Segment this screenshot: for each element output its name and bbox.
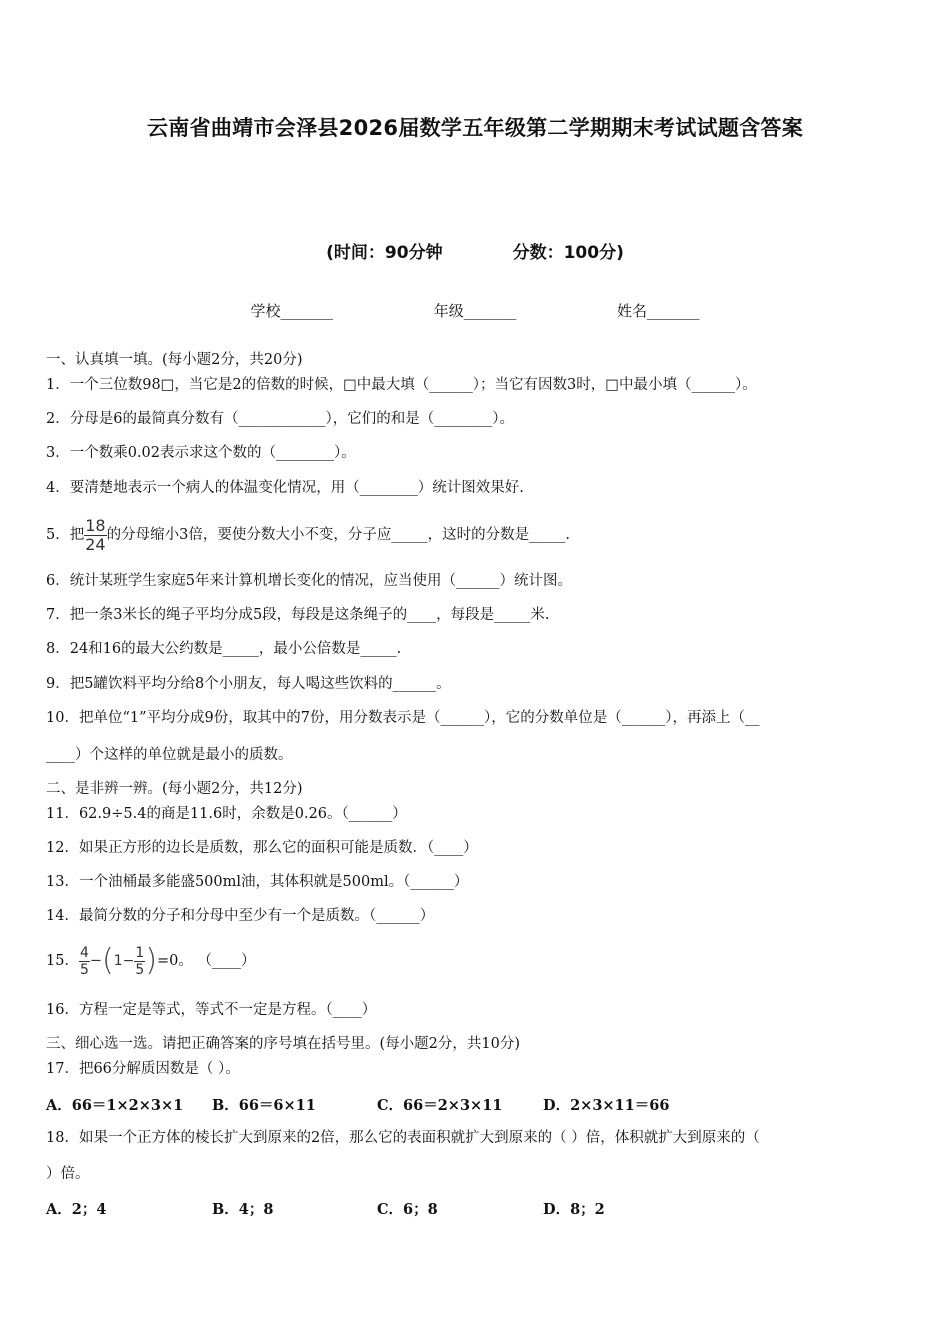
question-4: 4．要清楚地表示一个病人的体温变化情况，用（________）统计图效果好. <box>46 480 524 496</box>
question-12: 12．如果正方形的边长是质数，那么它的面积可能是质数．（____） <box>46 840 478 856</box>
exam-time: (时间：90分钟 <box>326 243 443 263</box>
q17-option-b[interactable]: B．66＝6×11 <box>212 1097 316 1114</box>
exam-score: 分数：100分) <box>512 243 624 263</box>
question-18-line-2: ）倍。 <box>46 1166 90 1182</box>
document-title: 云南省曲靖市会泽县2026届数学五年级第二学期期末考试试题含答案 <box>146 116 804 140</box>
fraction-4-5 <box>79 946 90 977</box>
fraction-denominator: 24 <box>85 534 106 554</box>
name-field[interactable]: 姓名_______ <box>617 302 700 320</box>
minus-sign: − <box>89 953 103 969</box>
question-15-prefix: 15． <box>46 953 79 969</box>
question-6: 6．统计某班学生家庭5年来计算机增长变化的情况，应当使用（______）统计图。 <box>46 573 572 589</box>
one-minus: 1− <box>113 953 135 969</box>
exam-meta <box>0 238 950 263</box>
section-1-heading: 一、认真填一填。(每小题2分，共20分) <box>46 352 303 368</box>
question-1: 1．一个三位数98□，当它是2的倍数的时候，□中最大填（______）；当它有因数3时，□中最小填（______）。 <box>46 377 757 393</box>
school-field[interactable]: 学校_______ <box>250 302 333 320</box>
question-3: 3．一个数乘0.02表示求这个数的（________）。 <box>46 445 356 461</box>
question-5-suffix: 的分母缩小3倍，要使分数大小不变，分子应_____，这时的分数是_____. <box>106 527 570 543</box>
q17-option-c[interactable]: C．66＝2×3×11 <box>377 1097 503 1114</box>
question-5 <box>46 512 570 558</box>
question-2: 2．分母是6的最简真分数有（____________），它们的和是（________）。 <box>46 411 514 427</box>
question-14: 14．最简分数的分子和分母中至少有一个是质数。（______） <box>46 908 435 924</box>
question-9: 9．把5罐饮料平均分给8个小朋友，每人喝这些饮料的______。 <box>46 676 451 692</box>
question-17: 17．把66分解质因数是（ ）。 <box>46 1061 240 1077</box>
question-13: 13．一个油桶最多能盛500ml油，其体积就是500ml。（______） <box>46 874 469 890</box>
question-11: 11．62.9÷5.4的商是11.6时，余数是0.26。（______） <box>46 806 407 822</box>
fraction-numerator: 1 <box>135 944 145 961</box>
section-2-heading: 二、是非辨一辨。(每小题2分，共12分) <box>46 781 303 797</box>
question-15-suffix: =0。 （____） <box>157 953 256 969</box>
question-10-line-2: ____）个这样的单位就是最小的质数。 <box>46 747 293 763</box>
question-18-line-1: 18．如果一个正方体的棱长扩大到原来的2倍，那么它的表面积就扩大到原来的（ ）倍，体积就扩大到原来的（ <box>46 1130 760 1146</box>
section-3-heading: 三、细心选一选。请把正确答案的序号填在括号里。(每小题2分，共10分) <box>46 1036 520 1052</box>
question-7: 7．把一条3米长的绳子平均分成5段，每段是这条绳子的____，每段是_____米. <box>46 607 550 623</box>
fraction-denominator: 5 <box>79 961 89 978</box>
fraction-1-5 <box>134 946 145 977</box>
fraction-numerator: 18 <box>85 515 106 535</box>
q17-option-a[interactable]: A．66＝1×2×3×1 <box>46 1097 184 1114</box>
left-paren-icon: ( <box>102 943 114 978</box>
question-16: 16．方程一定是等式，等式不一定是方程。（____） <box>46 1002 377 1018</box>
right-paren-icon: ) <box>145 943 158 978</box>
fraction-numerator: 4 <box>79 944 89 961</box>
q18-option-d[interactable]: D．8；2 <box>543 1201 605 1218</box>
q18-option-c[interactable]: C．6；8 <box>377 1201 438 1218</box>
question-8: 8．24和16的最大公约数是_____，最小公倍数是_____. <box>46 641 402 657</box>
q18-option-a[interactable]: A．2；4 <box>46 1201 107 1218</box>
fraction-18-24 <box>84 515 106 554</box>
fraction-denominator: 5 <box>135 961 145 978</box>
question-10-line-1: 10．把单位“1”平均分成9份，取其中的7份，用分数表示是（______），它的分数单位是（______），再添上（__ <box>46 710 760 726</box>
question-5-prefix: 5．把 <box>46 527 85 543</box>
student-info <box>0 300 950 321</box>
q17-option-d[interactable]: D．2×3×11＝66 <box>543 1097 670 1114</box>
grade-field[interactable]: 年级_______ <box>433 302 517 320</box>
question-15 <box>46 938 256 984</box>
q18-option-b[interactable]: B．4；8 <box>212 1201 274 1218</box>
